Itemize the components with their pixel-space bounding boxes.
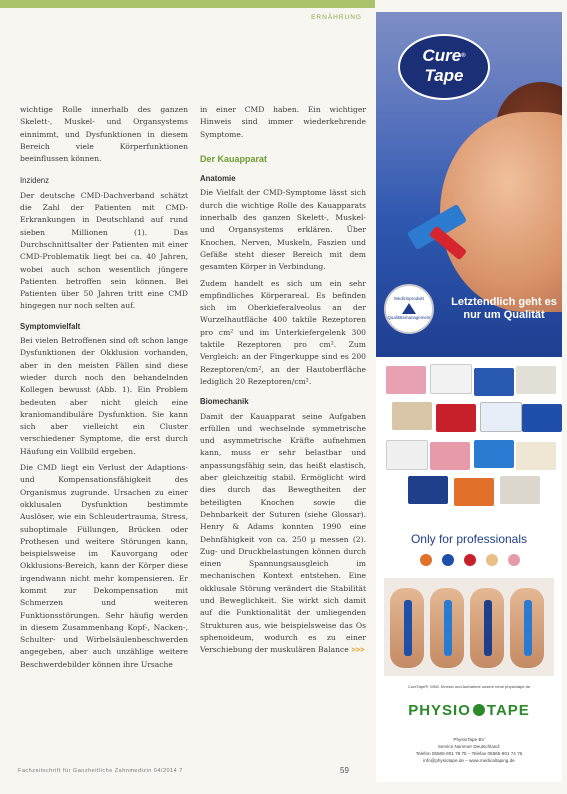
tape-word: TAPE xyxy=(486,702,530,719)
symptoms-text-1: Bei vielen Betroffenen sind oft schon lange Dysfunktionen der Okklusion vorhanden, aber in den meisten Fällen sind diese wieder durch noch den behandelnden Kollegen bewusst (Abb. 1). Ein Problem bedeuten aber nicht gleich eine kraniomandibuläre Dysfunktion. Sie kann sich aber vielleicht ein Cluster verschiedener Symptome, die erst durch Häufung ein Vollbild ergeben. xyxy=(20,336,188,456)
product-boxes-image xyxy=(384,362,556,512)
physiotape-logo xyxy=(376,702,562,719)
physiotape-circle-icon xyxy=(473,704,485,716)
heading-kauapparat: Der Kauapparat xyxy=(200,153,268,164)
middle-column xyxy=(200,104,366,660)
quality-seal xyxy=(384,284,434,334)
physio-word: PHYSIO xyxy=(408,702,471,719)
taped-legs-image xyxy=(384,578,554,676)
heading-incidence: Inzidenz xyxy=(20,176,50,186)
ad-contact xyxy=(376,736,562,764)
contact-service: Service Nummer Deutschland: xyxy=(437,744,501,749)
ad-slogan: Letztendlich geht es nur um Qualität xyxy=(451,296,557,321)
pink-dot xyxy=(508,554,520,566)
product-box xyxy=(436,404,476,432)
curetape-advertisement[interactable] xyxy=(376,12,562,782)
anatomy-text-2: Zudem handelt es sich um ein sehr empfindliches Körperareal. Es befinden sich im Oberkieferalveolus an der Wurzelhautfläche 400 taktile Rezeptoren pro cm² und im Unterkiefergelenk 300 taktile Rezeptoren pro cm². Zum Vergleich: an der Fingerkuppe sind es 200 Rezeptoren/cm², an der Hautoberfläche lediglich 20 Rezeptoren/cm². xyxy=(200,278,366,386)
symptoms-text-2: Die CMD liegt ein Verlust der Adaptions- und Kompensationsfähigkeit des Organismus zugrunde. Ursachen zu einer okklusalen Dysfunktion bestimmte Auslöser, wie ein Schleudertrauma, Stress, suboptimale Füllungen, Brücken oder Prothesen und weitere Störungen kann, beispielsweise im Kauvorgang oder Okklusions-Bereich, kann der Körper diese irgendwann nicht mehr kompensieren. Er kommt zur Dekompensation mit Schmerzen und weiteren Funktionsstörungen. Sehr häufig werden in diesem Zusammenhang Kopf-, Nacken-, Schulter- und Wirbelsäulenbeschwerden angegeben, aber auch unzählige weitere Beschwerdebilder können ihre Ursache xyxy=(20,463,188,669)
red-dot xyxy=(464,554,476,566)
contact-company: PhysioTape BV xyxy=(453,737,485,742)
leg-tape-strip xyxy=(524,600,532,656)
product-box xyxy=(522,404,562,432)
anatomy-text-1: Die Vielfalt der CMD-Symptome lässt sich durch die wichtige Rolle des Kauapparats innerhalb des ganzen Skelett-, Muskel- und Organsystems erklären. Über Knochen, Nerven, Muskeln, Faszien und Gefäße steht dieser Bereich mit dem gesamten Körper in Verbindung. xyxy=(200,188,366,272)
contact-phone: Telefon 05565-901 78 75 – Telefax 05565-901 74 76 xyxy=(415,751,523,756)
leg-tape-strip xyxy=(484,600,492,656)
leg-tape-strip xyxy=(444,600,452,656)
beige-dot xyxy=(486,554,498,566)
contact-web[interactable]: info@physiotape.de – www.medicaltaping.de xyxy=(423,758,515,763)
product-box xyxy=(516,442,556,470)
heading-biomechanics: Biomechanik xyxy=(200,397,249,407)
mechanics-text xyxy=(200,411,366,657)
page-number: 59 xyxy=(340,766,349,775)
product-box xyxy=(480,402,522,432)
ad-hero-image xyxy=(376,12,562,357)
leg-tape-strip xyxy=(404,600,412,656)
orange-dot xyxy=(420,554,432,566)
ad-fine-print: CureTape®, MNC Kinesio und Aufnahme unsere neue physiotape.de xyxy=(407,684,531,689)
logo-word-tape: Tape xyxy=(424,66,464,85)
middle-intro: in einer CMD haben. Ein wichtiger Hinweis sind immer wiederkehrende Symptome. xyxy=(200,105,366,139)
mechanics-body: Damit der Kauapparat seine Aufgaben erfüllen und wechselnde symmetrische und asymmetrische Kräfte aufnehmen kann, muss er sehr belastbar und anpassungsfähig sein, das heißt elastisch, aber gleichzeitig stabil. Ermöglicht wird dies durch das Bewegtheiten der beteiligten Knochen sowie die Dehnbarkeit der Suturen (siehe Glossar). Henry & Adams konnten 1990 eine Dehnfähigkeit von ca. 250 µ messen (2). Zug- und Druckbelastungen können durch einen Spannungsausgleich im mechanischen Kontext entstehen. Eine okklusale Störung verändert die Stabilität und Beweglichkeit. Sie wirkt sich damit auf die Funktionalität der umliegenden Strukturen aus, wie beispielsweise das Os sphenoideum, wodurch es zu einer Verschiebung der muskulären Balance xyxy=(200,411,366,655)
seal-text-bottom: Qualitätsmanagement xyxy=(387,315,431,320)
seal-text-top: Medizinprodukt xyxy=(394,296,424,301)
product-box xyxy=(516,366,556,394)
product-box xyxy=(500,476,540,504)
product-box xyxy=(430,364,472,394)
incidence-text: Der deutsche CMD-Dachverband schätzt die Zahl der Patienten mit CMD-Erkrankungen in Deutschland auf rund sieben Millionen (1). Das Durchschnittsalter der Patienten mit einer CMD-Problematik liegt bei ca. 40 Jahren, wobei auch schon wesentlich jüngere Patienten betroffen sein können. Bei Patienten über 50 Jahren tritt eine CMD hingegen nur noch selten auf. xyxy=(20,190,188,311)
left-intro: wichtige Rolle innerhalb des ganzen Skelett-, Muskel- und Organsystems einnimmt, und Dysfunktionen in diesem Bereich viele Körperfunktionen beeinflussen können. xyxy=(20,105,188,164)
continue-arrow[interactable]: >>> xyxy=(351,645,365,655)
product-box xyxy=(474,368,514,396)
curetape-logo xyxy=(398,34,490,100)
footer-journal: Fachzeitschrift für Ganzheitliche Zahnmedizin 04/2014 7 xyxy=(18,768,183,774)
product-box xyxy=(454,478,494,506)
product-box xyxy=(430,442,470,470)
product-box xyxy=(392,402,432,430)
heading-anatomy: Anatomie xyxy=(200,174,236,184)
section-tag: ERNÄHRUNG xyxy=(311,14,362,21)
product-box xyxy=(408,476,448,504)
left-column xyxy=(20,104,188,675)
heading-symptoms: Symptomvielfalt xyxy=(20,321,81,331)
logo-word-cure: Cure xyxy=(422,46,462,65)
product-box xyxy=(386,366,426,394)
color-dots xyxy=(416,554,526,568)
product-box xyxy=(386,440,428,470)
seal-triangle-icon xyxy=(402,303,416,314)
only-for-professionals: Only for professionals xyxy=(410,532,528,546)
product-box xyxy=(474,440,514,468)
logo-registered: ® xyxy=(461,53,466,59)
blue-dot xyxy=(442,554,454,566)
